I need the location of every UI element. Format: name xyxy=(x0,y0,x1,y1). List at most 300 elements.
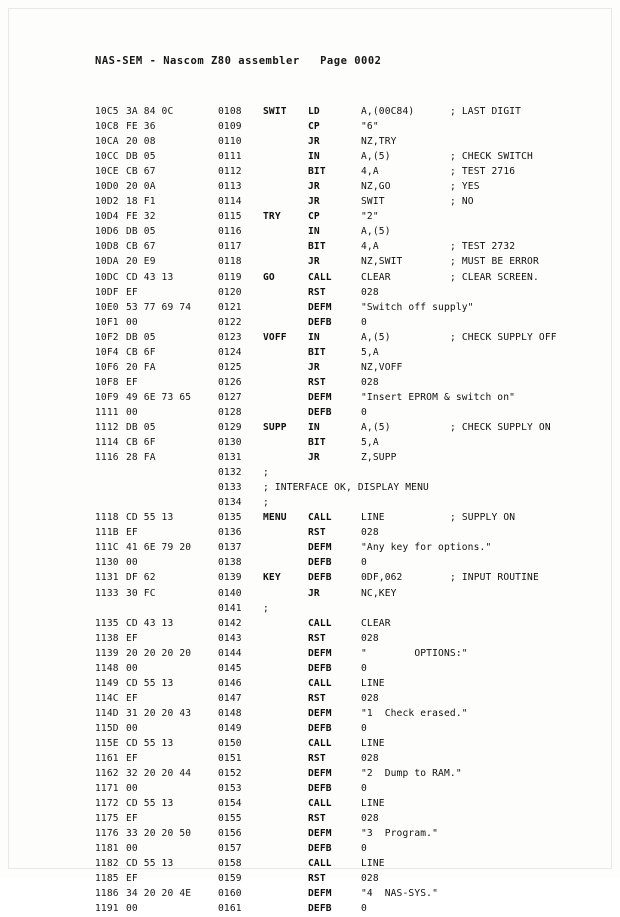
mnemonic: CP xyxy=(308,211,320,223)
listing-line xyxy=(95,721,615,736)
hex: 00 xyxy=(126,557,138,569)
hex: FE 32 xyxy=(126,211,156,223)
label: VOFF xyxy=(263,331,287,343)
hex: 53 77 69 74 xyxy=(126,301,192,313)
lineno: 0157 xyxy=(218,843,242,855)
mnemonic: DEFM xyxy=(308,707,332,719)
lineno: 0123 xyxy=(218,331,242,343)
operand: " OPTIONS:" xyxy=(361,647,468,659)
hex: CD 55 13 xyxy=(126,512,174,524)
listing-line xyxy=(95,841,615,856)
address: 10F2 xyxy=(95,331,119,343)
operand: LINE xyxy=(361,798,385,810)
lineno: 0155 xyxy=(218,813,242,825)
address: 10F8 xyxy=(95,376,119,388)
address: 10E0 xyxy=(95,301,119,313)
address: 1181 xyxy=(95,843,119,855)
hex: 00 xyxy=(126,662,138,674)
mnemonic: IN xyxy=(308,226,320,238)
address: 1182 xyxy=(95,858,119,870)
mnemonic: CALL xyxy=(308,858,332,870)
hex: CD 55 13 xyxy=(126,677,174,689)
operand: 028 xyxy=(361,813,379,825)
hex: 41 6E 79 20 xyxy=(126,542,192,554)
listing-line xyxy=(95,149,615,164)
comment: ; CHECK SWITCH xyxy=(450,151,533,163)
hex: CD 55 13 xyxy=(126,858,174,870)
comment: ; CHECK SUPPLY OFF xyxy=(450,331,557,343)
address: 10DA xyxy=(95,256,119,268)
listing-line xyxy=(95,811,615,826)
comment: ; MUST BE ERROR xyxy=(450,256,539,268)
hex: CD 43 13 xyxy=(126,271,174,283)
lineno: 0153 xyxy=(218,783,242,795)
lineno: 0147 xyxy=(218,692,242,704)
hex: 00 xyxy=(126,722,138,734)
hex: 00 xyxy=(126,406,138,418)
operand: 028 xyxy=(361,632,379,644)
address: 1138 xyxy=(95,632,119,644)
hex: 20 0A xyxy=(126,181,156,193)
listing-line xyxy=(95,239,615,254)
address: 10F9 xyxy=(95,391,119,403)
lineno: 0116 xyxy=(218,226,242,238)
mnemonic: JR xyxy=(308,196,320,208)
listing-line xyxy=(95,375,615,390)
lineno: 0127 xyxy=(218,391,242,403)
operand: CLEAR xyxy=(361,271,391,283)
address: 10CE xyxy=(95,166,119,178)
lineno: 0120 xyxy=(218,286,242,298)
operand: NZ,SWIT xyxy=(361,256,403,268)
hex: 20 FA xyxy=(126,361,156,373)
address: 1171 xyxy=(95,783,119,795)
hex: CB 67 xyxy=(126,241,156,253)
listing-line xyxy=(95,390,615,405)
operand: NZ,TRY xyxy=(361,136,397,148)
address: 1139 xyxy=(95,647,119,659)
address: 10CC xyxy=(95,151,119,163)
mnemonic: RST xyxy=(308,692,326,704)
label: SUPP xyxy=(263,421,287,433)
lineno: 0135 xyxy=(218,512,242,524)
lineno: 0130 xyxy=(218,437,242,449)
operand: A,(5) xyxy=(361,226,391,238)
listing-line xyxy=(95,616,615,631)
listing-line xyxy=(95,405,615,420)
mnemonic: DEFM xyxy=(308,301,332,313)
listing-line xyxy=(95,570,615,585)
mnemonic: RST xyxy=(308,813,326,825)
operand: NC,KEY xyxy=(361,587,397,599)
comment: ; NO xyxy=(450,196,474,208)
lineno: 0115 xyxy=(218,211,242,223)
operand: 028 xyxy=(361,692,379,704)
hex: 30 FC xyxy=(126,587,156,599)
operand: 028 xyxy=(361,376,379,388)
listing-line xyxy=(95,796,615,811)
address: 10CA xyxy=(95,136,119,148)
listing-line xyxy=(95,119,615,134)
listing-line xyxy=(95,540,615,555)
listing-line xyxy=(95,285,615,300)
lineno: 0143 xyxy=(218,632,242,644)
address: 1130 xyxy=(95,557,119,569)
address: 1133 xyxy=(95,587,119,599)
address: 10D4 xyxy=(95,211,119,223)
hex: CB 6F xyxy=(126,437,156,449)
lineno: 0128 xyxy=(218,406,242,418)
comment: ; LAST DIGIT xyxy=(450,106,522,117)
label: KEY xyxy=(263,572,281,584)
operand: "Switch off supply" xyxy=(361,301,474,313)
mnemonic: CALL xyxy=(308,737,332,749)
listing-line xyxy=(95,209,615,224)
mnemonic: DEFB xyxy=(308,903,332,915)
mnemonic: DEFM xyxy=(308,542,332,554)
mnemonic: CP xyxy=(308,121,320,133)
hex: 00 xyxy=(126,903,138,915)
lineno: 0151 xyxy=(218,753,242,765)
address: 10D2 xyxy=(95,196,119,208)
lineno: 0126 xyxy=(218,376,242,388)
lineno: 0110 xyxy=(218,136,242,148)
address: 1118 xyxy=(95,512,119,524)
lineno: 0108 xyxy=(218,106,242,117)
lineno: 0112 xyxy=(218,166,242,178)
lineno: 0160 xyxy=(218,888,242,900)
assembler-listing xyxy=(95,104,615,917)
operand: 0 xyxy=(361,783,367,795)
operand: 0 xyxy=(361,722,367,734)
operand: NZ,VOFF xyxy=(361,361,403,373)
hex: 28 FA xyxy=(126,452,156,464)
operand: A,(00C84) xyxy=(361,106,415,117)
hex: 18 F1 xyxy=(126,196,156,208)
hex: CD 55 13 xyxy=(126,737,174,749)
address: 1191 xyxy=(95,903,119,915)
listing-line xyxy=(95,510,615,525)
listing-line xyxy=(95,134,615,149)
mnemonic: BIT xyxy=(308,437,326,449)
operand: "Insert EPROM & switch on" xyxy=(361,391,516,403)
operand: CLEAR xyxy=(361,617,391,629)
hex: 00 xyxy=(126,316,138,328)
listing-line xyxy=(95,315,615,330)
address: 10D0 xyxy=(95,181,119,193)
lineno: 0114 xyxy=(218,196,242,208)
hex: 31 20 20 43 xyxy=(126,707,192,719)
listing-line xyxy=(95,766,615,781)
address: 1116 xyxy=(95,452,119,464)
lineno: 0129 xyxy=(218,421,242,433)
mnemonic: CALL xyxy=(308,617,332,629)
lineno: 0137 xyxy=(218,542,242,554)
address: 10F1 xyxy=(95,316,119,328)
address: 10D6 xyxy=(95,226,119,238)
mnemonic: RST xyxy=(308,376,326,388)
listing-line xyxy=(95,901,615,916)
operand: "2 Dump to RAM." xyxy=(361,768,462,780)
listing-line xyxy=(95,751,615,766)
lineno: 0117 xyxy=(218,241,242,253)
mnemonic: JR xyxy=(308,587,320,599)
address: 111C xyxy=(95,542,119,554)
hex: 32 20 20 44 xyxy=(126,768,192,780)
hex: 20 E9 xyxy=(126,256,156,268)
hex: 49 6E 73 65 xyxy=(126,391,192,403)
address: 115E xyxy=(95,737,119,749)
lineno: 0136 xyxy=(218,527,242,539)
mnemonic: BIT xyxy=(308,346,326,358)
label: MENU xyxy=(263,512,287,524)
lineno: 0152 xyxy=(218,768,242,780)
full-line-comment: ; xyxy=(263,497,269,509)
label: SWIT xyxy=(263,106,287,117)
lineno: 0138 xyxy=(218,557,242,569)
listing-line xyxy=(95,661,615,676)
lineno: 0109 xyxy=(218,121,242,133)
listing-line xyxy=(95,480,615,495)
lineno: 0132 xyxy=(218,467,242,479)
mnemonic: JR xyxy=(308,181,320,193)
lineno: 0131 xyxy=(218,452,242,464)
hex: DF 62 xyxy=(126,572,156,584)
operand: "Any key for options." xyxy=(361,542,492,554)
address: 1162 xyxy=(95,768,119,780)
mnemonic: IN xyxy=(308,421,320,433)
address: 1175 xyxy=(95,813,119,825)
hex: EF xyxy=(126,813,138,825)
hex: EF xyxy=(126,873,138,885)
lineno: 0148 xyxy=(218,707,242,719)
lineno: 0111 xyxy=(218,151,242,163)
comment: ; TEST 2732 xyxy=(450,241,516,253)
listing-line xyxy=(95,224,615,239)
operand: 028 xyxy=(361,286,379,298)
operand: "2" xyxy=(361,211,379,223)
lineno: 0142 xyxy=(218,617,242,629)
address: 114C xyxy=(95,692,119,704)
hex: CB 6F xyxy=(126,346,156,358)
mnemonic: RST xyxy=(308,632,326,644)
hex: EF xyxy=(126,286,138,298)
comment: ; CLEAR SCREEN. xyxy=(450,271,539,283)
lineno: 0154 xyxy=(218,798,242,810)
hex: CD 43 13 xyxy=(126,617,174,629)
listing-line xyxy=(95,586,615,601)
mnemonic: RST xyxy=(308,527,326,539)
operand: "6" xyxy=(361,121,379,133)
listing-line xyxy=(95,691,615,706)
address: 1149 xyxy=(95,677,119,689)
label: TRY xyxy=(263,211,281,223)
operand: LINE xyxy=(361,512,385,524)
operand: 0 xyxy=(361,843,367,855)
address: 1114 xyxy=(95,437,119,449)
operand: "3 Program." xyxy=(361,828,439,840)
listing-line xyxy=(95,676,615,691)
lineno: 0139 xyxy=(218,572,242,584)
lineno: 0122 xyxy=(218,316,242,328)
hex: EF xyxy=(126,527,138,539)
operand: "4 NAS-SYS." xyxy=(361,888,439,900)
hex: 33 20 20 50 xyxy=(126,828,192,840)
address: 10D8 xyxy=(95,241,119,253)
operand: SWIT xyxy=(361,196,385,208)
comment: ; TEST 2716 xyxy=(450,166,516,178)
mnemonic: DEFM xyxy=(308,647,332,659)
lineno: 0150 xyxy=(218,737,242,749)
lineno: 0113 xyxy=(218,181,242,193)
mnemonic: IN xyxy=(308,331,320,343)
lineno: 0156 xyxy=(218,828,242,840)
operand: "1 Check erased." xyxy=(361,707,468,719)
address: 1186 xyxy=(95,888,119,900)
lineno: 0144 xyxy=(218,647,242,659)
hex: 3A 84 0C xyxy=(126,106,174,117)
comment: ; INPUT ROUTINE xyxy=(450,572,539,584)
operand: NZ,GO xyxy=(361,181,391,193)
address: 1176 xyxy=(95,828,119,840)
lineno: 0118 xyxy=(218,256,242,268)
mnemonic: RST xyxy=(308,753,326,765)
listing-line xyxy=(95,525,615,540)
listing-line xyxy=(95,104,615,119)
operand: A,(5) xyxy=(361,421,391,433)
listing-line xyxy=(95,164,615,179)
lineno: 0145 xyxy=(218,662,242,674)
mnemonic: DEFB xyxy=(308,406,332,418)
listing-line xyxy=(95,330,615,345)
full-line-comment: ; INTERFACE OK, DISPLAY MENU xyxy=(263,482,429,494)
hex: EF xyxy=(126,753,138,765)
hex: 34 20 20 4E xyxy=(126,888,192,900)
listing-line xyxy=(95,420,615,435)
operand: LINE xyxy=(361,677,385,689)
address: 1148 xyxy=(95,662,119,674)
listing-line xyxy=(95,270,615,285)
listing-line xyxy=(95,179,615,194)
address: 10F6 xyxy=(95,361,119,373)
hex: CB 67 xyxy=(126,166,156,178)
hex: EF xyxy=(126,376,138,388)
hex: 00 xyxy=(126,783,138,795)
operand: 028 xyxy=(361,527,379,539)
lineno: 0125 xyxy=(218,361,242,373)
operand: 0 xyxy=(361,316,367,328)
listing-line xyxy=(95,706,615,721)
address: 1131 xyxy=(95,572,119,584)
address: 10DF xyxy=(95,286,119,298)
listing-line xyxy=(95,826,615,841)
operand: 4,A xyxy=(361,241,379,253)
listing-line xyxy=(95,555,615,570)
address: 1112 xyxy=(95,421,119,433)
operand: 028 xyxy=(361,873,379,885)
hex: 20 08 xyxy=(126,136,156,148)
mnemonic: DEFB xyxy=(308,783,332,795)
mnemonic: CALL xyxy=(308,512,332,524)
lineno: 0140 xyxy=(218,587,242,599)
mnemonic: DEFB xyxy=(308,316,332,328)
lineno: 0159 xyxy=(218,873,242,885)
operand: LINE xyxy=(361,737,385,749)
operand: 0 xyxy=(361,557,367,569)
mnemonic: BIT xyxy=(308,166,326,178)
comment: ; SUPPLY ON xyxy=(450,512,516,524)
listing-line xyxy=(95,856,615,871)
listing-line xyxy=(95,871,615,886)
operand: A,(5) xyxy=(361,331,391,343)
mnemonic: RST xyxy=(308,286,326,298)
lineno: 0141 xyxy=(218,602,242,614)
hex: 00 xyxy=(126,843,138,855)
hex: DB 05 xyxy=(126,226,156,238)
hex: FE 36 xyxy=(126,121,156,133)
listing-line xyxy=(95,631,615,646)
address: 1111 xyxy=(95,406,119,418)
operand: LINE xyxy=(361,858,385,870)
operand: 028 xyxy=(361,753,379,765)
listing-line xyxy=(95,601,615,616)
mnemonic: DEFB xyxy=(308,662,332,674)
lineno: 0133 xyxy=(218,482,242,494)
lineno: 0119 xyxy=(218,271,242,283)
listing-line xyxy=(95,194,615,209)
hex: DB 05 xyxy=(126,151,156,163)
listing-line xyxy=(95,450,615,465)
listing-line xyxy=(95,254,615,269)
comment: ; CHECK SUPPLY ON xyxy=(450,421,551,433)
listing-line xyxy=(95,345,615,360)
listing-line xyxy=(95,300,615,315)
listing-line xyxy=(95,360,615,375)
address: 111B xyxy=(95,527,119,539)
operand: Z,SUPP xyxy=(361,452,397,464)
address: 1161 xyxy=(95,753,119,765)
mnemonic: DEFM xyxy=(308,391,332,403)
address: 114D xyxy=(95,707,119,719)
mnemonic: JR xyxy=(308,452,320,464)
lineno: 0161 xyxy=(218,903,242,915)
operand: 0 xyxy=(361,406,367,418)
address: 115D xyxy=(95,722,119,734)
hex: DB 05 xyxy=(126,331,156,343)
page-header: NAS-SEM - Nascom Z80 assembler Page 0002 xyxy=(95,55,382,67)
operand: 5,A xyxy=(361,437,379,449)
full-line-comment: ; xyxy=(263,602,269,614)
lineno: 0146 xyxy=(218,677,242,689)
operand: 0 xyxy=(361,662,367,674)
listing-line xyxy=(95,435,615,450)
address: 10DC xyxy=(95,271,119,283)
listing-line xyxy=(95,465,615,480)
address: 10F4 xyxy=(95,346,119,358)
listing-line xyxy=(95,781,615,796)
mnemonic: DEFB xyxy=(308,843,332,855)
listing-line xyxy=(95,646,615,661)
mnemonic: IN xyxy=(308,151,320,163)
comment: ; YES xyxy=(450,181,480,193)
hex: EF xyxy=(126,632,138,644)
mnemonic: DEFM xyxy=(308,888,332,900)
mnemonic: DEFM xyxy=(308,828,332,840)
mnemonic: JR xyxy=(308,361,320,373)
mnemonic: JR xyxy=(308,136,320,148)
mnemonic: BIT xyxy=(308,241,326,253)
mnemonic: JR xyxy=(308,256,320,268)
